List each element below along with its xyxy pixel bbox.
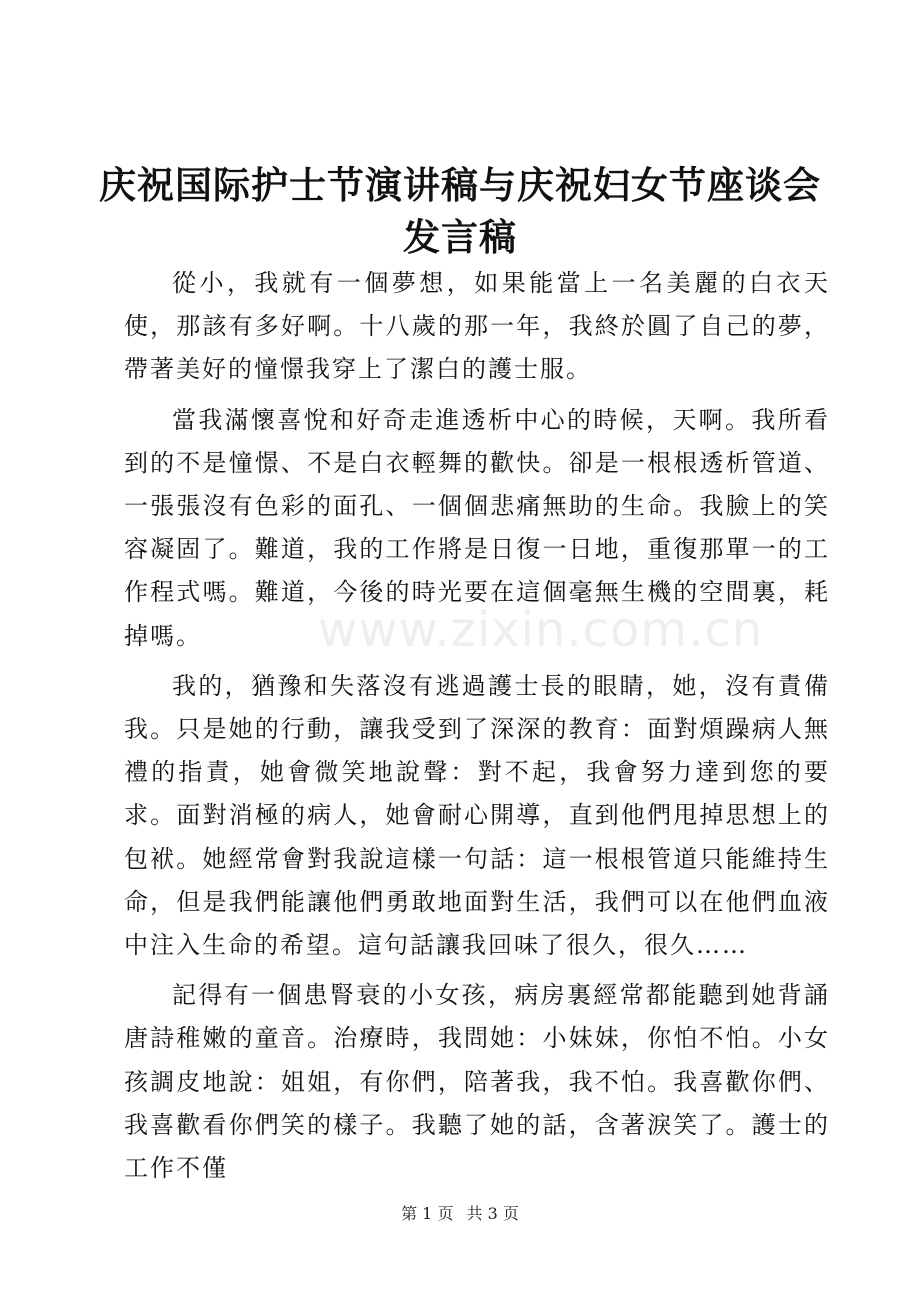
watermark: www.zixin.com.cn bbox=[318, 602, 764, 658]
document-title: 庆祝国际护士节演讲稿与庆祝妇女节座谈会发言稿 bbox=[99, 164, 821, 259]
page-total: 共 3 页 bbox=[466, 1204, 519, 1223]
paragraph-2: 當我滿懷喜悅和好奇走進透析中心的時候，天啊。我所看到的不是憧憬、不是白衣輕舞的歡快。卻是一根根透析管道、一張張沒有色彩的面孔、一個個悲痛無助的生命。我臉上的笑容凝固了。難道，我的工作將是日復一日地，重復那單一的工作程式嗎。難道，今後的時光要在這個毫無生機的空間裏，耗掉嗎。 bbox=[124, 405, 830, 650]
page-footer bbox=[0, 1201, 920, 1224]
page-number: 第 1 页 bbox=[401, 1204, 454, 1223]
paragraph-4: 記得有一個患腎衰的小女孩，病房裏經常都能聽到她背誦唐詩稚嫩的童音。治療時，我問她：小妹妹，你怕不怕。小女孩調皮地說：姐姐，有你們，陪著我，我不怕。我喜歡你們、我喜歡看你們笑的樣子。我聽了她的話，含著淚笑了。護士的工作不僅 bbox=[124, 981, 830, 1183]
paragraph-1: 從小，我就有一個夢想，如果能當上一名美麗的白衣天使，那該有多好啊。十八歲的那一年，我終於圓了自己的夢，帶著美好的憧憬我穿上了潔白的護士服。 bbox=[124, 269, 830, 384]
paragraph-3: 我的，猶豫和失落沒有逃過護士長的眼睛，她，沒有責備我。只是她的行動，讓我受到了深深的教育：面對煩躁病人無禮的指責，她會微笑地說聲：對不起，我會努力達到您的要求。面對消極的病人，她會耐心開導，直到他們甩掉思想上的包袱。她經常會對我說這樣一句話：這一根根管道只能維持生命，但是我們能讓他們勇敢地面對生活，我們可以在他們血液中注入生命的希望。這句話讓我回味了很久，很久…… bbox=[124, 671, 830, 960]
document-body bbox=[124, 262, 830, 1197]
